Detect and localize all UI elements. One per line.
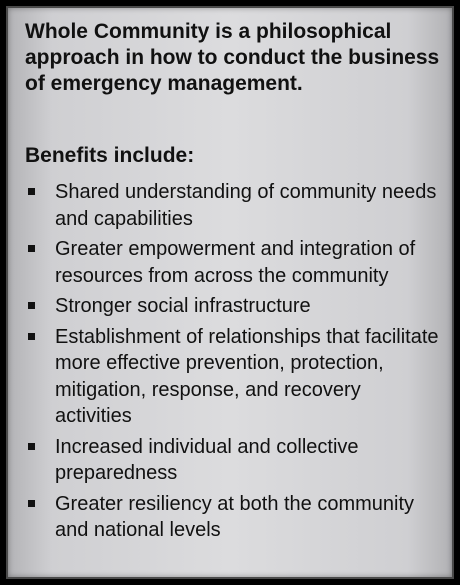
intro-statement: Whole Community is a philosophical approach in how to conduct the business of emergency management. [25, 20, 440, 95]
benefit-text: Establishment of relationships that facilitate more effective prevention, protection, mitigation, response, and recovery activities [55, 325, 439, 427]
list-item [25, 236, 440, 289]
benefits-heading: Benefits include: [25, 144, 195, 167]
list-item [25, 434, 440, 487]
list-item [25, 324, 440, 430]
square-bullet-icon [28, 443, 35, 450]
benefit-text: Stronger social infrastructure [55, 295, 311, 317]
square-bullet-icon [28, 188, 35, 195]
square-bullet-icon [28, 333, 35, 340]
square-bullet-icon [28, 302, 35, 309]
benefit-text: Increased individual and collective preparedness [55, 435, 359, 484]
list-item [25, 293, 440, 320]
benefit-text: Shared understanding of community needs and capabilities [55, 181, 437, 230]
list-item [25, 179, 440, 232]
text-panel [6, 6, 454, 579]
square-bullet-icon [28, 500, 35, 507]
benefit-text: Greater resiliency at both the community and national levels [55, 492, 415, 541]
benefit-text: Greater empowerment and integration of resources from across the community [55, 238, 416, 287]
list-item [25, 491, 440, 544]
square-bullet-icon [28, 245, 35, 252]
benefits-list [25, 179, 440, 548]
